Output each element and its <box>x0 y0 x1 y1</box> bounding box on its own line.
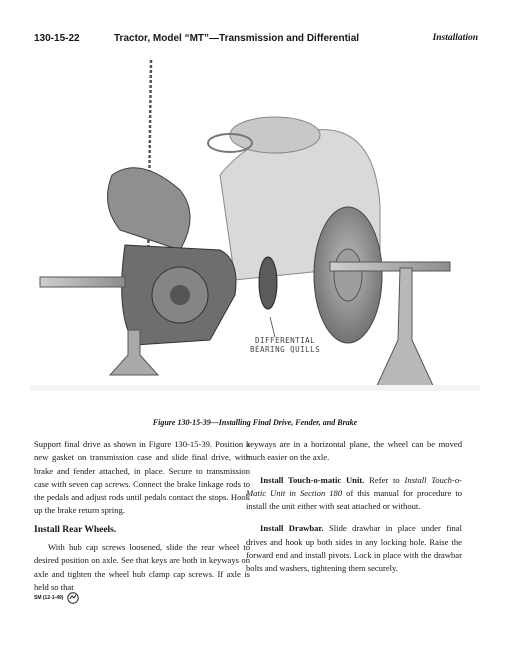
touch-o-matic-paragraph <box>246 474 462 514</box>
page-header <box>34 33 478 47</box>
callout-line-2: BEARING QUILLS <box>250 345 321 354</box>
install-touch-o-matic-heading: Install Touch-o-matic Unit. <box>260 474 365 485</box>
left-column <box>34 438 250 594</box>
drawbar-paragraph <box>246 522 462 575</box>
figure-caption: Figure 130-15-39—Installing Final Drive, Fender, and Brake <box>152 418 358 427</box>
install-drawbar-heading: Install Drawbar. <box>260 523 324 534</box>
install-rear-wheels-heading: Install Rear Wheels. <box>34 524 117 535</box>
callout-line-1: DIFFERENTIAL <box>255 336 316 345</box>
rear-wheels-paragraph: With hub cap screws loosened, slide the rear wheel to desired position on axle. See that keys are both in keyways on axle and tighten the wheel hub clamp cap screws. If axle is held so that <box>34 542 250 592</box>
drawbar-text: Slide drawbar in place under final drives and hook up both sides in any locking hole. Raise the forward end and install pivots. Lock in place with the drawbar bolts and washers, tightening them securely. <box>246 523 463 574</box>
touch-o-matic-text: of this manual for procedure to install the unit either with seat attached or without. <box>246 487 462 512</box>
page-footer <box>34 592 79 604</box>
support-final-drive-paragraph: Support final drive as shown in Figure 130-15-39. Position a new gasket on transmission case and slide final drive, with brake and fender attached, in place. Secure to transmission case with seven cap screws. Connect the brake linkage rods to the pedals and adjust rods until pedals contact the stops. Hook up the brake return spring. <box>34 439 250 516</box>
page-number: 130-15-22 <box>34 33 80 44</box>
refer-to-text: Refer to <box>369 474 400 485</box>
right-column <box>246 438 462 576</box>
section-reference: Install Touch-o-Matic Unit in Section 180 <box>246 474 462 498</box>
footer-code: SM (12-1-49) <box>34 595 64 601</box>
page-title: Tractor, Model “MT”—Transmission and Differential <box>114 33 360 44</box>
deere-logo-icon <box>67 592 79 604</box>
keyways-paragraph: keyways are in a horizontal plane, the wheel can be moved much easier on the axle. <box>246 439 462 463</box>
section-label: Installation <box>432 33 478 43</box>
figure-callout <box>250 336 320 354</box>
